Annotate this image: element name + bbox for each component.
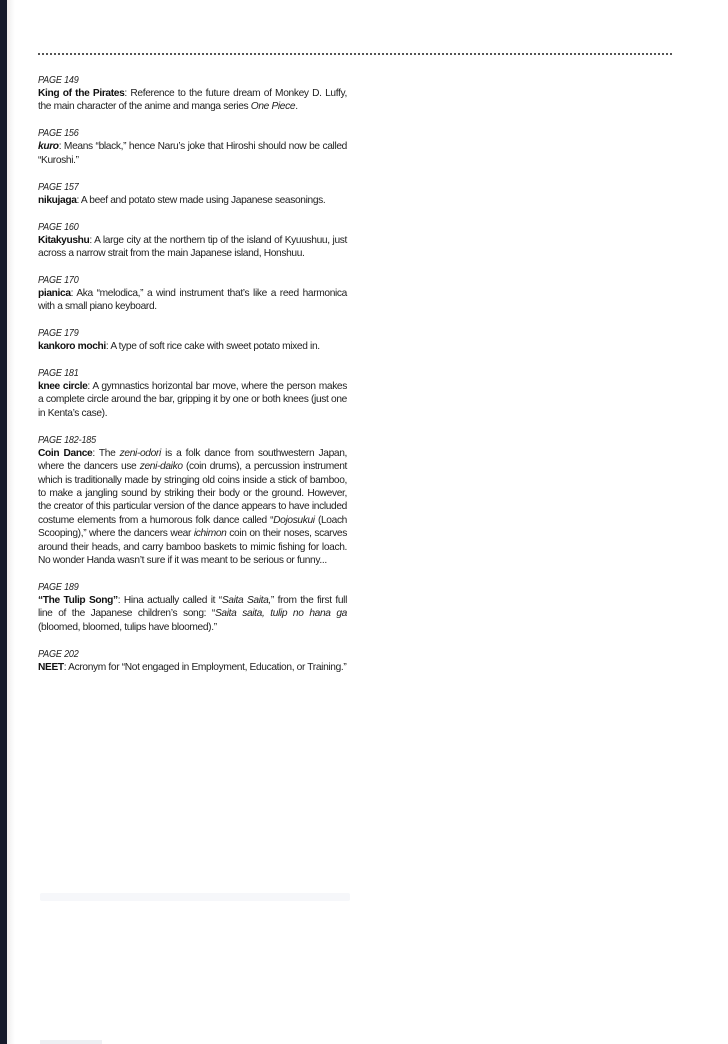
- page-reference: PAGE 160: [38, 220, 79, 233]
- page-reference: PAGE 202: [38, 647, 79, 660]
- definition-text: .: [295, 101, 298, 113]
- page-reference: PAGE 156: [38, 127, 79, 140]
- note-body: [38, 447, 347, 568]
- definition-text: (coin drums), a percussion instrument which is traditionally made by stringing old coins inside a stick of bamboo, to make a jangling sound by striking their body or the ground. However, the creator of this particular version of the dance appears to have included costume elements from a humorous folk dance called “: [38, 461, 348, 526]
- note-item: [38, 327, 347, 353]
- note-body: [38, 140, 347, 167]
- glossary-term: kankoro mochi: [38, 341, 106, 353]
- glossary-term: Coin Dance: [38, 447, 93, 459]
- note-body: [38, 87, 347, 114]
- definition-text: : A type of soft rice cake with sweet potato mixed in.: [105, 341, 320, 353]
- faint-folio-mark: [40, 1040, 102, 1044]
- page-reference: PAGE 170: [38, 273, 79, 286]
- page-reference: PAGE 149: [38, 74, 79, 86]
- glossary-term: Kitakyushu: [38, 234, 90, 246]
- faint-bleedthrough-text: [40, 893, 350, 901]
- definition-text: coin on their noses, scarves around their heads, and carry bamboo baskets to mimic fishing for loach. No wonder Handa wasn’t sure if it was meant to be serious or funny...: [38, 528, 347, 567]
- note-body: [38, 340, 347, 353]
- glossary-term: NEET: [38, 661, 64, 673]
- definition-text: : A gymnastics horizontal bar move, where the person makes a complete circle around the bar, gripping it by one or both knees (just one in Kenta’s case).: [38, 381, 347, 419]
- glossary-term: knee circle: [38, 381, 88, 393]
- page-reference: PAGE 182-185: [38, 433, 97, 446]
- definition-text: : A beef and potato stew made using Japanese seasonings.: [76, 194, 326, 206]
- italic-phrase: Saita saita, tulip no hana ga: [214, 608, 347, 620]
- definition-text: : Acronym for “Not engaged in Employment, Education, or Training.”: [63, 661, 347, 673]
- definition-text: (bloomed, bloomed, tulips have bloomed).”: [38, 621, 217, 633]
- note-item: [38, 74, 347, 114]
- page-reference: PAGE 181: [38, 367, 79, 380]
- page-reference: PAGE 157: [38, 180, 79, 193]
- dotted-divider: [38, 53, 672, 55]
- definition-text: : Reference to the future dream of Monkey D. Luffy, the main character of the anime and manga series: [38, 88, 347, 113]
- page-reference: PAGE 189: [38, 580, 79, 593]
- note-item: [38, 127, 347, 167]
- note-item: [38, 434, 347, 568]
- definition-text: : A large city at the northern tip of the island of Kyuushuu, just across a narrow strait from the main Japanese island, Honshuu.: [38, 234, 347, 259]
- italic-phrase: Dojosukui: [273, 514, 315, 526]
- note-item: [38, 221, 347, 261]
- note-body: [38, 287, 347, 314]
- glossary-term: pianica: [38, 287, 71, 299]
- glossary-term: King of the Pirates: [38, 88, 125, 99]
- italic-phrase: One Piece: [250, 101, 296, 113]
- definition-text: : Means “black,” hence Naru’s joke that Hiroshi should now be called “Kuroshi.”: [38, 141, 347, 166]
- note-body: [38, 194, 347, 207]
- definition-text: : The: [92, 447, 120, 459]
- italic-phrase: Saita Saita,: [221, 594, 271, 606]
- glossary-term: “The Tulip Song”: [38, 594, 118, 606]
- italic-phrase: zeni-odori: [119, 447, 161, 459]
- glossary-term: nikujaga: [38, 194, 77, 206]
- note-body: [38, 234, 347, 261]
- translation-notes-list: [38, 74, 347, 688]
- definition-text: ” from the first full line of the Japanese children’s song: “: [38, 594, 347, 620]
- page-edge-shadow: [7, 0, 15, 1044]
- italic-phrase: zeni-daiko: [139, 461, 183, 473]
- definition-text: : Hina actually called it “: [117, 594, 222, 606]
- note-body: [38, 594, 347, 634]
- page-edge-strip: [0, 0, 7, 1044]
- definition-text: : Aka “melodica,” a wind instrument that’s like a reed harmonica with a small piano keyboard.: [38, 287, 347, 313]
- note-body: [38, 380, 347, 420]
- note-body: [38, 661, 347, 674]
- italic-phrase: ichimon: [193, 528, 227, 540]
- definition-text: is a folk dance from southwestern Japan, where the dancers use: [38, 447, 348, 473]
- page-reference: PAGE 179: [38, 327, 79, 340]
- note-item: [38, 274, 347, 314]
- definition-text: (Loach Scooping),” where the dancers wear: [38, 514, 348, 540]
- note-item: [38, 181, 347, 207]
- note-item: [38, 581, 347, 634]
- glossary-term: kuro: [38, 141, 59, 153]
- note-item: [38, 648, 347, 674]
- note-item: [38, 367, 347, 420]
